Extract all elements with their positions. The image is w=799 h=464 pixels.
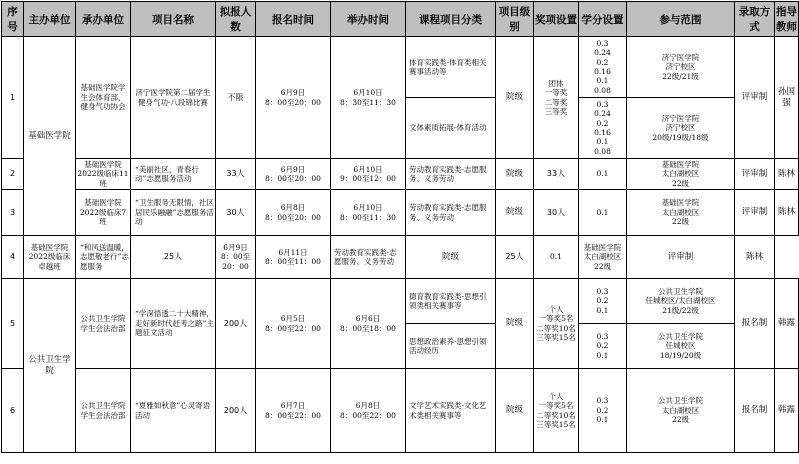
count-cell: 25人 [131,236,216,279]
table-row [2,279,799,324]
header-hold: 举办时间 [331,2,406,37]
credits-cell [579,98,627,159]
signup-hours: 8：00至20：00 [265,174,321,183]
header-award: 奖项设置 [534,2,579,37]
scope-line: 22级 [593,261,612,271]
credit-value: 0.2 [596,405,609,415]
hold-date: 6月11日 [278,247,308,257]
credits-cell [579,369,627,453]
signup-cell [256,37,331,159]
award-line: 三等奖 [544,106,568,116]
signup-cell [256,279,331,369]
project-cell: “学深悟透二十大精神，走好新时代赶考之路”主题征文活动 [131,279,216,369]
scope-cell [627,190,735,236]
award-cell: 33人 [534,159,579,190]
method-cell: 评审制 [735,190,775,236]
scope-line: 22级 [671,415,690,425]
signup-date: 6月7日 [280,401,306,411]
organizer-cell: 基础医学院学生会体育部，健身气功协会 [76,37,131,159]
count-cell: 200人 [216,369,256,453]
header-count: 拟报人数 [216,2,256,37]
signup-date: 6月8日 [280,203,306,213]
award-cell [534,369,579,453]
credit-value: 0.16 [594,128,611,137]
award-line: 二等奖 [544,97,568,107]
credits-cell [579,279,627,324]
award-cell [534,37,579,159]
organizer-cell: 公共卫生学院学生会法治部 [76,369,131,453]
category-cell: 思想政治素养-思想引领活动经历 [406,324,496,369]
scope-line: 任城校区/太白湖校区 [645,296,716,306]
hold-hours: 8：00至18：00 [340,323,396,333]
scope-line: 济宁校区 [665,123,696,133]
scope-line: 基础医学院 [661,159,700,169]
project-cell: 济宁医学院第二届学生健身气功·八段锦比赛 [131,37,216,159]
signup-date: 6月9日 [280,88,306,98]
table-row [2,37,799,98]
award-line: 三等奖15名 [536,332,576,342]
hold-hours: 9：00至12：00 [340,174,396,183]
award-line: 一等奖5名 [538,401,574,411]
credit-value: 0.24 [594,48,611,58]
teacher-cell: 孙国强 [775,37,799,159]
award-line: 二等奖10名 [536,410,576,420]
header-host: 主办单位 [24,2,76,37]
hold-date: 6月8日 [355,401,381,411]
award-line: 个人 [548,391,564,401]
level-cell: 院级 [496,159,534,190]
scope-line: 济宁医学院 [661,52,700,62]
header-level: 项目级别 [496,2,534,37]
credit-value: 0.3 [596,99,609,109]
level-cell: 院级 [496,190,534,236]
credit-value: 0.2 [596,296,609,306]
scope-cell [579,236,627,279]
signup-date: 6月5日 [280,314,306,324]
category-cell: 劳动教育实践类-志愿服务、义务劳动 [406,159,496,190]
scope-line: 22级/21级 [662,71,699,81]
award-line: 个人 [548,304,564,314]
award-line: 三等奖15名 [536,419,576,429]
credits-cell: 0.1 [579,159,627,190]
header-method: 录取方式 [735,2,775,37]
project-cell: “和风送温暖，志愿敬老行”志愿服务 [76,236,131,279]
signup-cell [256,159,331,190]
category-cell: 文体素质拓展-体育活动 [406,98,496,159]
table-row [2,159,799,190]
signup-cell [256,190,331,236]
credits-cell [579,37,627,98]
scope-line: 20级/19级/18级 [652,132,709,142]
row-seq: 1 [2,37,24,159]
header-scope: 参与范围 [627,2,735,37]
organizer-cell: 基础医学院2022级临床11班 [77,159,129,188]
category-cell: 劳动教育实践类-志愿服务、义务劳动 [331,236,406,279]
credit-value: 0.2 [596,341,609,351]
table-row [2,190,799,236]
host-unit: 公共卫生学院 [24,279,76,453]
scope-cell [627,98,735,159]
scope-cell [627,159,735,190]
header-seq: 序号 [2,2,24,37]
credit-value: 0.1 [596,305,609,315]
category-cell: 文学艺术实践类-文化艺术类相关赛事等 [406,369,496,453]
credit-value: 0.3 [596,396,609,406]
host-unit: 基础医学院 [24,37,76,236]
teacher-cell: 陈林 [775,159,799,190]
credit-value: 0.1 [596,415,609,425]
hold-date: 6月10日 [353,203,383,213]
scope-cell [627,279,735,324]
signup-hours: 8：00至20：00 [265,97,321,107]
scope-line: 22级 [671,217,690,227]
scope-line: 22级 [671,178,690,188]
scope-line: 21级/22级 [662,305,699,315]
scope-line: 太白湖校区 [583,252,622,262]
scope-line: 公共卫生学院 [658,331,703,341]
award-line: 团体 [548,78,564,88]
category-cell: 体育实践类-体育类相关赛事活动等 [406,37,496,98]
signup-cell [256,369,331,453]
hold-cell [331,190,406,236]
scope-line: 济宁医学院 [661,113,700,123]
level-cell: 院级 [496,369,534,453]
scope-line: 太白湖校区 [661,405,700,415]
hold-cell [331,369,406,453]
credit-value: 0.2 [596,118,609,128]
row-seq: 4 [2,236,24,279]
credit-value: 0.16 [594,67,611,76]
hold-hours: 8：30至11：30 [340,97,396,107]
signup-hours: 8：00至22：00 [265,410,321,420]
count-cell: 33人 [216,159,256,190]
hold-cell [331,37,406,159]
teacher-cell: 韩露 [775,279,799,369]
credit-value: 0.3 [596,331,609,341]
award-cell [534,279,579,369]
hold-hours: 8：00至22：00 [340,410,396,420]
project-cell: “夏雅如秋意”心灵寄语活动 [131,369,216,453]
scope-line: 太白湖校区 [661,169,700,179]
signup-date: 6月9日 [223,242,248,252]
award-line: 一等奖 [544,88,568,98]
scope-cell [627,324,735,369]
teacher-cell: 陈林 [775,190,799,236]
method-cell: 报名制 [735,369,775,453]
header-organizer: 承办单位 [76,2,131,37]
hold-date: 6月10日 [353,164,383,174]
signup-hours: 8：00至20：00 [265,212,321,222]
scope-line: 任城校区 [665,341,696,351]
signup-hours: 8：00至22：00 [265,323,321,333]
signup-cell [216,236,256,279]
category-cell: 德育教育实践类-思想引领类相关赛事等 [406,279,496,324]
level-cell: 院级 [496,279,534,369]
credit-value: 0.2 [596,57,609,67]
award-cell: 30人 [534,190,579,236]
row-seq: 3 [2,190,24,236]
header-credits: 学分设置 [579,2,627,37]
category-cell: 劳动教育实践类-志愿服务、义务劳动 [406,190,496,236]
method-cell: 评审制 [627,236,735,279]
header-signup: 报名时间 [256,2,331,37]
level-cell: 院级 [496,37,534,159]
hold-date: 6月10日 [353,88,383,98]
scope-line: 公共卫生学院 [658,396,703,406]
organizer-cell: 基础医学院2022级临床卓越班 [24,236,76,279]
credit-value: 0.08 [594,85,611,95]
award-cell: 25人 [496,236,534,279]
row-seq: 6 [2,369,24,453]
award-line: 二等奖10名 [536,323,576,333]
method-cell: 评审制 [735,159,775,190]
scope-line: 太白湖校区 [661,207,700,217]
credits-cell: 0.1 [534,236,579,279]
hold-cell [256,236,331,279]
credit-value: 0.1 [596,350,609,360]
hold-hours: 8：00至11：00 [265,257,321,266]
row-seq: 5 [2,279,24,369]
row-seq: 2 [2,159,24,190]
credit-value: 0.1 [596,76,609,86]
credit-value: 0.08 [594,146,611,156]
teacher-cell: 韩露 [775,369,799,453]
signup-date: 6月9日 [280,164,306,174]
table-row [2,236,799,279]
hold-cell [331,279,406,369]
organizer-cell: 基础医学院2022级临床7班 [76,190,131,236]
scope-line: 18/19/20级 [659,350,702,360]
count-cell: 30人 [216,190,256,236]
activity-table [1,1,799,453]
hold-date: 6月6日 [355,314,381,324]
teacher-cell: 陈林 [735,236,775,279]
hold-hours: 8：00至11：30 [340,212,396,222]
credit-value: 0.3 [596,38,609,48]
header-category: 课程项目分类 [406,2,496,37]
scope-cell [627,37,735,98]
credit-value: 0.1 [596,137,609,147]
scope-line: 基础医学院 [583,242,622,252]
credit-value: 0.24 [594,109,611,119]
hold-cell [331,159,406,190]
credits-cell: 0.1 [579,190,627,236]
credit-value: 0.3 [596,286,609,296]
header-project: 项目名称 [131,2,216,37]
header-row [2,2,799,37]
count-cell: 200人 [216,279,256,369]
award-line: 一等奖5名 [538,314,574,324]
scope-cell [627,369,735,453]
project-cell: “美丽社区，青春行动”志愿服务活动 [131,159,216,190]
method-cell: 报名制 [735,279,775,369]
table-row [2,369,799,453]
scope-line: 基础医学院 [661,198,700,208]
organizer-cell: 公共卫生学院学生会法治部 [76,279,131,369]
scope-line: 济宁校区 [665,62,696,72]
count-cell: 不限 [216,37,256,159]
level-cell: 院级 [406,236,496,279]
project-cell: “卫生服务无限情，社区居民乐融融”志愿服务活动 [131,190,216,236]
header-teacher: 指导教师 [775,2,799,37]
method-cell: 评审制 [735,37,775,159]
credits-cell [579,324,627,369]
scope-line: 公共卫生学院 [658,286,703,296]
signup-hours: 8：00至20：00 [220,252,251,271]
